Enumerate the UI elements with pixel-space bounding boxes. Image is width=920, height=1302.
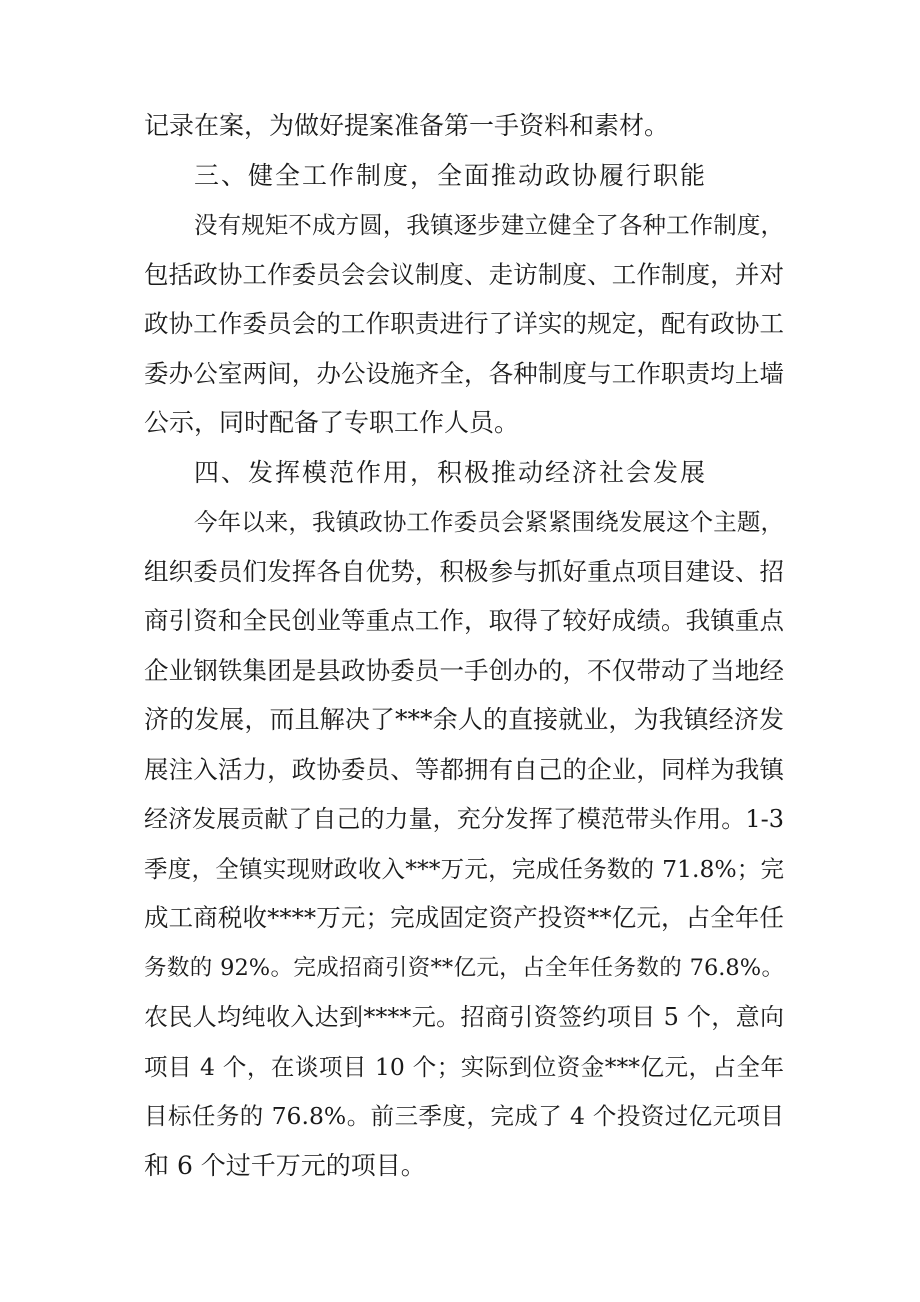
paragraph-line: 委办公室两间，办公设施齐全，各种制度与工作职责均上墙 [144, 359, 784, 388]
paragraph-line: 农民人均纯收入达到****元。招商引资签约项目 5 个，意向 [144, 1003, 784, 1031]
paragraph-line: 商引资和全民创业等重点工作，取得了较好成绩。我镇重点 [144, 606, 784, 635]
paragraph-line: 季度，全镇实现财政收入***万元，完成任务数的 71.8%；完 [144, 855, 784, 883]
paragraph-line: 成工商税收****万元；完成固定资产投资**亿元，占全年任 [144, 903, 784, 932]
paragraph-line: 包括政协工作委员会会议制度、走访制度、工作制度，并对 [144, 260, 784, 289]
section-heading-4: 四、发挥模范作用，积极推动经济社会发展 [194, 458, 708, 487]
paragraph-line: 政协工作委员会的工作职责进行了详实的规定，配有政协工 [144, 309, 784, 338]
paragraph-line: 和 6 个过千万元的项目。 [144, 1151, 426, 1180]
paragraph-line: 没有规矩不成方圆，我镇逐步建立健全了各种工作制度， [194, 211, 784, 239]
paragraph-line: 展注入活力，政协委员、等都拥有自己的企业，同样为我镇 [144, 755, 784, 784]
paragraph-line: 企业钢铁集团是县政协委员一手创办的，不仅带动了当地经 [144, 656, 784, 685]
paragraph-line: 今年以来，我镇政协工作委员会紧紧围绕发展这个主题， [194, 508, 784, 536]
paragraph-line: 组织委员们发挥各自优势，积极参与抓好重点项目建设、招 [144, 557, 784, 586]
paragraph-line: 经济发展贡献了自己的力量，充分发挥了模范带头作用。1-3 [144, 805, 784, 833]
paragraph-line: 公示，同时配备了专职工作人员。 [144, 408, 520, 437]
paragraph-line: 目标任务的 76.8%。前三季度，完成了 4 个投资过亿元项目 [144, 1102, 784, 1130]
paragraph-line: 济的发展，而且解决了***余人的直接就业，为我镇经济发 [144, 705, 784, 734]
paragraph-line: 记录在案，为做好提案准备第一手资料和素材。 [144, 111, 670, 140]
paragraph-line: 务数的 92%。完成招商引资**亿元，占全年任务数的 76.8%。 [144, 955, 784, 981]
section-heading-3: 三、健全工作制度，全面推动政协履行职能 [194, 161, 708, 190]
paragraph-line: 项目 4 个，在谈项目 10 个；实际到位资金***亿元，占全年 [144, 1053, 784, 1081]
